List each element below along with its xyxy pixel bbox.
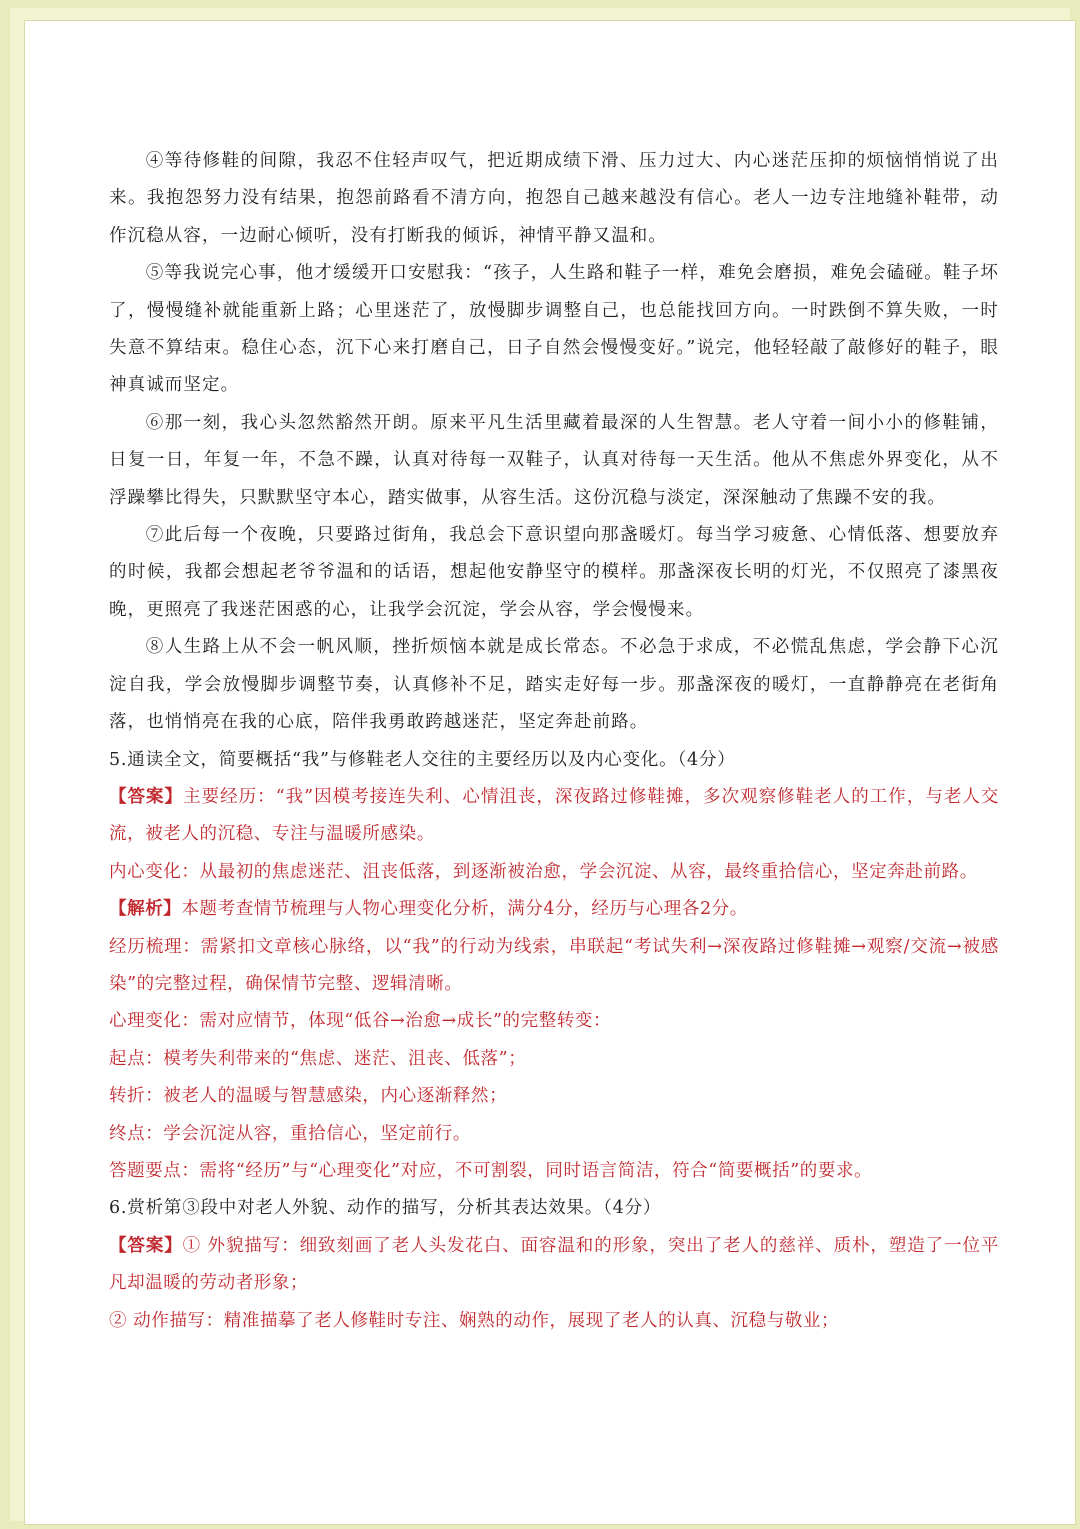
question-6: 6.赏析第③段中对老人外貌、动作的描写，分析其表达效果。（4分） bbox=[109, 1198, 662, 1219]
q5-analysis-text-1: 本题考查情节梳理与人物心理变化分析，满分4分，经历与心理各2分。 bbox=[181, 899, 748, 920]
q5-analysis-1 bbox=[109, 891, 999, 928]
q5-analysis-6: 终点：学会沉淀从容，重拾信心，坚定前行。 bbox=[109, 1123, 471, 1144]
analysis-tag: 【解析】 bbox=[109, 899, 182, 920]
passage-paragraph-8: ⑧人生路上从不会一帆风顺，挫折烦恼本就是成长常态。不必急于求成，不必慌乱焦虑，学会静下心沉淀自我，学会放慢脚步调整节奏，认真修补不足，踏实走好每一步。那盏深夜的暖灯，一直静静亮在老街角落，也悄悄亮在我的心底，陪伴我勇敢跨越迷茫，坚定奔赴前路。 bbox=[109, 637, 999, 733]
q5-analysis-3: 心理变化：需对应情节，体现“低谷→治愈→成长”的完整转变： bbox=[109, 1011, 612, 1032]
q5-analysis-2: 经历梳理：需紧扣文章核心脉络，以“我”的行动为线索，串联起“考试失利→深夜路过修鞋摊→观察/交流→被感染”的完整过程，确保情节完整、逻辑清晰。 bbox=[109, 936, 999, 994]
q6-answer-text-1: ① 外貌描写：细致刻画了老人头发花白、面容温和的形象，突出了老人的慈祥、质朴，塑造了一位平凡却温暖的劳动者形象； bbox=[109, 1235, 999, 1294]
q5-analysis-7: 答题要点：需将“经历”与“心理变化”对应，不可割裂，同时语言简洁，符合“简要概括”的要求。 bbox=[109, 1160, 873, 1181]
q5-analysis-5: 转折：被老人的温暖与智慧感染，内心逐渐释然； bbox=[109, 1086, 508, 1107]
passage-paragraph-6: ⑥那一刻，我心头忽然豁然开朗。原来平凡生活里藏着最深的人生智慧。老人守着一间小小的修鞋铺，日复一日，年复一年，不急不躁，认真对待每一双鞋子，认真对待每一天生活。他从不焦虑外界变化，从不浮躁攀比得失，只默默坚守本心，踏实做事，从容生活。这份沉稳与淡定，深深触动了焦躁不安的我。 bbox=[109, 412, 999, 508]
passage-paragraph-7: ⑦此后每一个夜晚，只要路过街角，我总会下意识望向那盏暖灯。每当学习疲惫、心情低落、想要放弃的时候，我都会想起老爷爷温和的话语，想起他安静坚守的模样。那盏深夜长明的灯光，不仅照亮了漆黑夜晚，更照亮了我迷茫困惑的心，让我学会沉淀，学会从容，学会慢慢来。 bbox=[109, 525, 999, 620]
q5-answer-2: 内心变化：从最初的焦虑迷茫、沮丧低落，到逐渐被治愈，学会沉淀、从容，最终重拾信心，坚定奔赴前路。 bbox=[109, 861, 978, 882]
q5-answer-text-1: 主要经历：“我”因模考接连失利、心情沮丧，深夜路过修鞋摊，多次观察修鞋老人的工作，与老人交流，被老人的沉稳、专注与温暖所感染。 bbox=[109, 786, 1000, 845]
answer-tag: 【答案】 bbox=[109, 1235, 183, 1256]
answer-tag: 【答案】 bbox=[109, 786, 184, 807]
q5-answer-1 bbox=[109, 779, 999, 854]
passage-paragraph-4: ④等待修鞋的间隙，我忍不住轻声叹气，把近期成绩下滑、压力过大、内心迷茫压抑的烦恼悄悄说了出来。我抱怨努力没有结果，抱怨前路看不清方向，抱怨自己越来越没有信心。老人一边专注地缝补鞋带，动作沉稳从容，一边耐心倾听，没有打断我的倾诉，神情平静又温和。 bbox=[109, 151, 999, 246]
passage-paragraph-5: ⑤等我说完心事，他才缓缓开口安慰我：“孩子，人生路和鞋子一样，难免会磨损，难免会磕碰。鞋子坏了，慢慢缝补就能重新上路；心里迷茫了，放慢脚步调整自己，也总能找回方向。一时跌倒不算失败，一时失意不算结束。稳住心态，沉下心来打磨自己，日子自然会慢慢变好。”说完，他轻轻敲了敲修好的鞋子，眼神真诚而坚定。 bbox=[109, 263, 999, 396]
question-5: 5.通读全文，简要概括“我”与修鞋老人交往的主要经历以及内心变化。（4分） bbox=[109, 749, 736, 770]
q5-analysis-4: 起点：模考失利带来的“焦虑、迷茫、沮丧、低落”； bbox=[109, 1048, 527, 1069]
document-sheet bbox=[24, 20, 1076, 1525]
document-content bbox=[109, 143, 999, 1340]
q6-answer-2: ② 动作描写：精准描摹了老人修鞋时专注、娴熟的动作，展现了老人的认真、沉稳与敬业； bbox=[109, 1310, 840, 1331]
q6-answer-1 bbox=[109, 1228, 999, 1303]
